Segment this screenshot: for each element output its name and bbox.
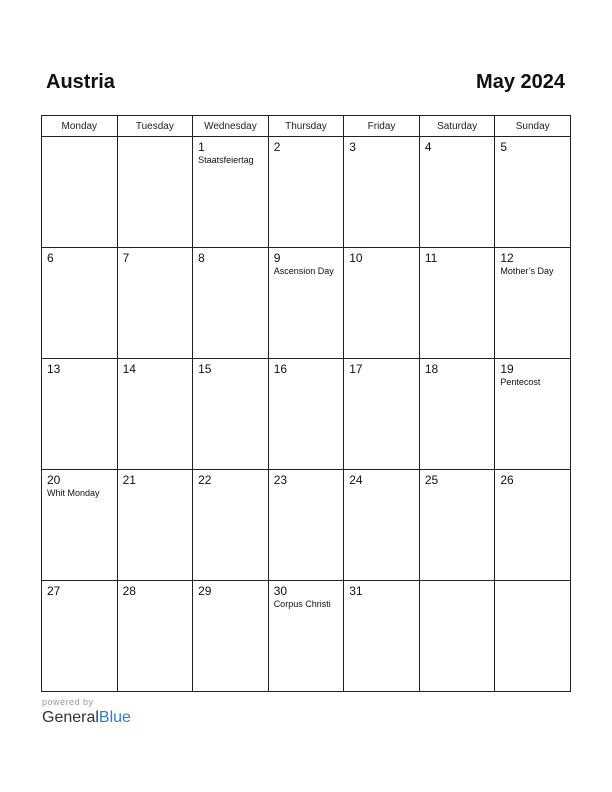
day-cell xyxy=(268,137,344,248)
day-cell xyxy=(193,470,269,581)
day-number: 14 xyxy=(122,362,136,376)
day-cell xyxy=(495,581,571,692)
day-number: 12 xyxy=(500,251,514,265)
footer-branding xyxy=(42,697,131,728)
day-cell xyxy=(42,470,118,581)
day-cell xyxy=(495,137,571,248)
day-cell xyxy=(344,248,420,359)
day-number xyxy=(420,581,495,584)
day-number: 1 xyxy=(198,140,205,154)
day-number xyxy=(42,137,117,140)
weekday-sunday: Sunday xyxy=(495,116,571,137)
day-number: 26 xyxy=(500,473,514,487)
day-number: 15 xyxy=(198,362,212,376)
day-cell xyxy=(268,248,344,359)
day-cell xyxy=(268,470,344,581)
day-cell xyxy=(419,137,495,248)
holiday-label: Pentecost xyxy=(500,377,541,387)
weekday-tuesday: Tuesday xyxy=(117,116,193,137)
day-number: 11 xyxy=(424,251,438,265)
day-number: 18 xyxy=(424,362,439,376)
day-cell xyxy=(42,248,118,359)
weekday-wednesday: Wednesday xyxy=(193,116,269,137)
day-number: 7 xyxy=(122,251,130,265)
day-cell xyxy=(42,137,118,248)
holiday-label: Whit Monday xyxy=(47,488,100,498)
brand-name-part2: Blue xyxy=(98,709,131,726)
day-number: 31 xyxy=(349,584,363,598)
day-cell xyxy=(117,137,193,248)
weekday-thursday: Thursday xyxy=(268,116,344,137)
day-number: 24 xyxy=(349,473,363,487)
day-cell xyxy=(193,248,269,359)
day-cell xyxy=(193,137,269,248)
day-cell xyxy=(495,248,571,359)
day-cell xyxy=(117,359,193,470)
day-cell xyxy=(419,359,495,470)
day-cell xyxy=(117,248,193,359)
day-cell xyxy=(419,248,495,359)
day-cell xyxy=(495,470,571,581)
day-cell xyxy=(419,581,495,692)
day-number xyxy=(118,137,193,140)
day-number: 10 xyxy=(349,251,363,265)
day-number: 30 xyxy=(273,584,288,598)
weekday-monday: Monday xyxy=(42,116,118,137)
day-number: 21 xyxy=(122,473,136,487)
day-cell xyxy=(42,581,118,692)
holiday-label: Ascension Day xyxy=(273,266,334,276)
weekday-friday: Friday xyxy=(344,116,420,137)
day-cell xyxy=(495,359,571,470)
brand-logo[interactable] xyxy=(42,708,131,728)
country-title: Austria xyxy=(46,71,115,93)
day-number: 17 xyxy=(349,362,363,376)
day-cell xyxy=(42,359,118,470)
brand-name-part1: General xyxy=(42,709,99,726)
week-row xyxy=(42,581,571,692)
weekday-header-row xyxy=(42,116,571,137)
day-number: 25 xyxy=(424,473,439,487)
day-number: 28 xyxy=(122,584,136,598)
week-row xyxy=(42,470,571,581)
day-number: 6 xyxy=(47,251,54,265)
powered-by-label: powered by xyxy=(42,697,94,707)
holiday-label: Staatsfeiertag xyxy=(198,155,254,165)
week-row xyxy=(42,248,571,359)
week-row xyxy=(42,137,571,248)
day-number: 9 xyxy=(273,251,281,265)
day-cell xyxy=(193,581,269,692)
day-cell xyxy=(344,470,420,581)
week-row xyxy=(42,359,571,470)
day-cell xyxy=(344,137,420,248)
weekday-saturday: Saturday xyxy=(419,116,495,137)
day-number: 13 xyxy=(47,362,61,376)
calendar-grid xyxy=(41,115,571,692)
day-number: 2 xyxy=(273,140,281,154)
day-number: 19 xyxy=(500,362,514,376)
day-number: 27 xyxy=(47,584,61,598)
day-cell xyxy=(268,581,344,692)
day-cell xyxy=(419,470,495,581)
day-number: 29 xyxy=(198,584,212,598)
day-cell xyxy=(344,359,420,470)
day-number: 23 xyxy=(273,473,288,487)
day-cell xyxy=(117,470,193,581)
month-year-title: May 2024 xyxy=(476,71,565,93)
day-cell xyxy=(268,359,344,470)
day-number: 22 xyxy=(198,473,212,487)
holiday-label: Mother’s Day xyxy=(500,266,554,276)
day-number: 5 xyxy=(500,140,508,154)
day-number: 16 xyxy=(273,362,288,376)
holiday-label: Corpus Christi xyxy=(273,599,331,609)
day-number: 8 xyxy=(198,251,205,265)
day-number: 20 xyxy=(47,473,61,487)
day-cell xyxy=(193,359,269,470)
day-cell xyxy=(117,581,193,692)
day-number xyxy=(495,581,570,584)
day-cell xyxy=(344,581,420,692)
day-number: 4 xyxy=(424,140,432,154)
day-number: 3 xyxy=(349,140,356,154)
